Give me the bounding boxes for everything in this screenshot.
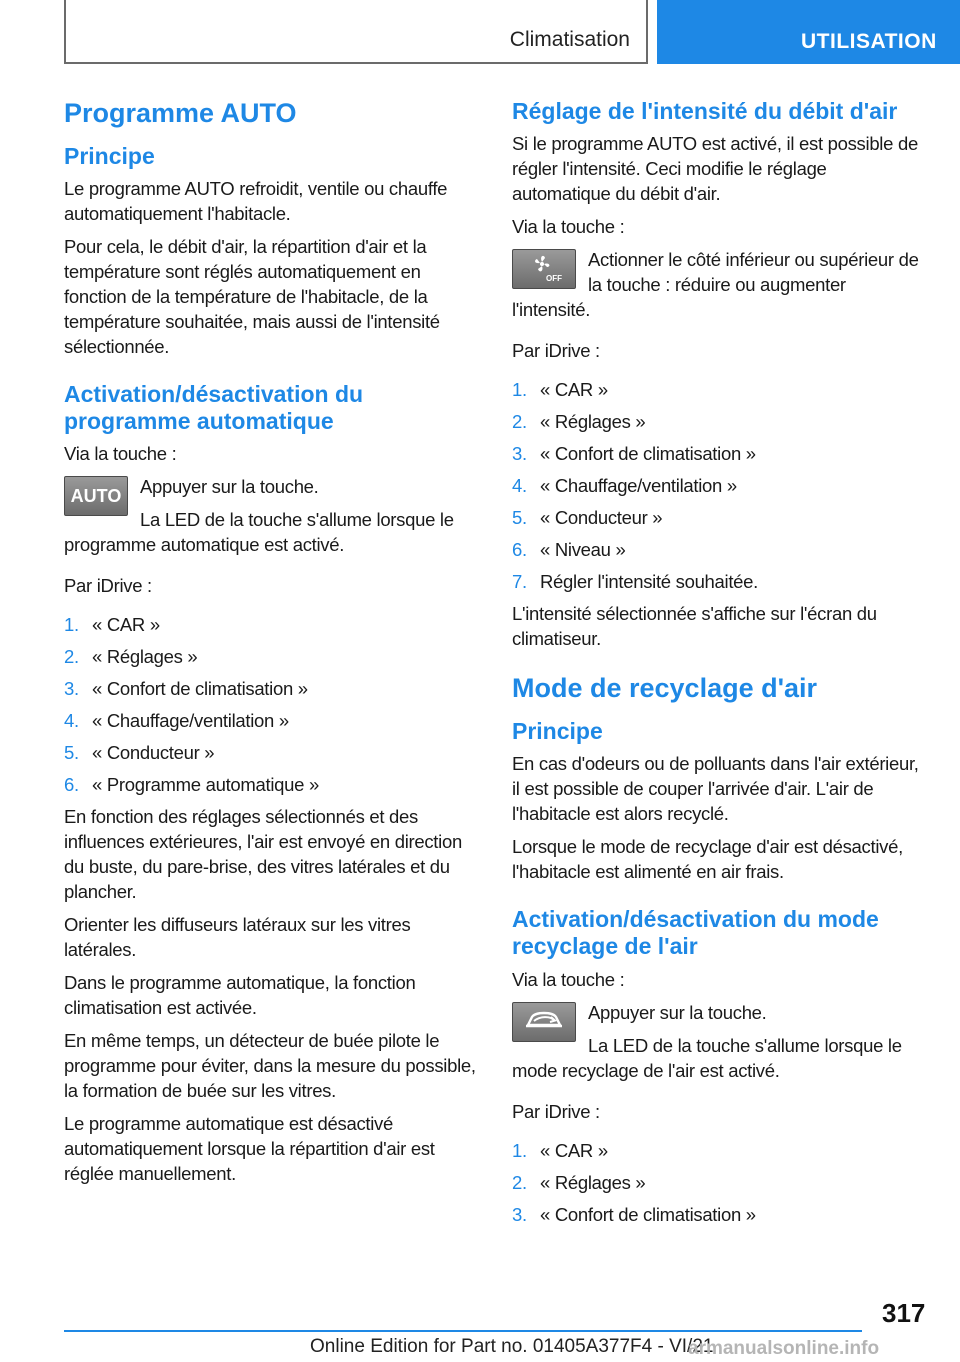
air-distribution-paragraph: En fonction des réglages sélectionnés et des influences extérieures, l'air est envoyé en direction du buste, du pare-brise, des vitres latérales et du plancher.	[64, 806, 462, 903]
list-item: 3. « Confort de climatisation »	[512, 443, 756, 465]
left-column	[64, 98, 478, 1194]
list-item: 1. « CAR »	[512, 1139, 608, 1161]
fan-off-key-icon	[512, 249, 576, 289]
list-item: 1. « CAR »	[512, 379, 608, 401]
footer-edition-text: Online Edition for Part no. 01405A377F4 - VI/21	[310, 1336, 714, 1357]
list-item: 4. « Chauffage/ventilation »	[512, 475, 737, 497]
auto-key-instruction: Appuyer sur la touche.	[140, 476, 319, 498]
climatisation-paragraph: Dans le programme automatique, la fonction climatisation est activée.	[64, 972, 416, 1019]
recirc-principle-heading: Principe	[512, 718, 603, 745]
principle-paragraph-2: Pour cela, le débit d'air, la répartition d'air et la température sont réglés automatiquement en fonction de la température de l'habitacle, de la température souhaitée, mais aussi de l'intensité sélectionnée.	[64, 236, 440, 358]
idrive-label: Par iDrive :	[64, 575, 152, 597]
list-item: 7. Régler l'intensité souhaitée.	[512, 571, 758, 593]
list-item: 6. « Niveau »	[512, 539, 626, 561]
recirc-paragraph-2: Lorsque le mode de recyclage d'air est désactivé, l'habitacle est alimenté en air frais.	[512, 836, 903, 883]
svg-text:OFF: OFF	[546, 274, 562, 284]
section-title-auto-program: Programme AUTO	[64, 98, 297, 128]
fan-key-block	[512, 247, 926, 330]
principle-heading: Principe	[64, 143, 155, 170]
page-number: 317	[882, 1298, 926, 1328]
section-title-recirculation: Mode de recyclage d'air	[512, 673, 818, 704]
list-item: 3. « Confort de climatisation »	[64, 678, 308, 700]
via-key-text: Via la touche :	[512, 968, 625, 990]
activation-heading: Activation/désactivation du programme automatique	[64, 381, 364, 435]
via-key-text: Via la touche :	[512, 216, 625, 238]
via-key-text: Via la touche :	[64, 443, 177, 465]
auto-key-led-note: La LED de la touche s'allume lorsque le programme automatique est activé.	[64, 509, 454, 556]
header-chapter-label: UTILISATION	[801, 30, 937, 53]
recirc-key-block	[512, 1000, 926, 1091]
list-item: 2. « Réglages »	[64, 646, 198, 668]
idrive-label: Par iDrive :	[512, 340, 600, 362]
auto-key-icon: AUTO	[64, 476, 128, 516]
list-item: 2. « Réglages »	[512, 411, 646, 433]
recirc-paragraph-1: En cas d'odeurs ou de polluants dans l'air extérieur, il est possible de couper l'arrivée d'air. L'air de l'habitacle est alors recyclé.	[512, 753, 919, 825]
list-item: 5. « Conducteur »	[64, 742, 215, 764]
idrive-steps-list	[512, 377, 926, 594]
list-item: 1. « CAR »	[64, 614, 160, 636]
header-section-box	[64, 0, 648, 64]
footer-watermark-logo: armanualsonline.info	[688, 1338, 880, 1359]
principle-paragraph-1: Le programme AUTO refroidit, ventile ou chauffe automatiquement l'habitacle.	[64, 178, 448, 225]
footer-divider	[64, 1330, 862, 1332]
list-item: 6. « Programme automatique »	[64, 774, 319, 796]
idrive-steps-list	[64, 612, 478, 797]
fan-key-instruction: Actionner le côté inférieur ou supérieur de la touche : réduire ou augmenter l'intensité.	[512, 249, 919, 321]
diffusers-paragraph: Orienter les diffuseurs latéraux sur les vitres latérales.	[64, 914, 411, 961]
list-item: 3. « Confort de climatisation »	[512, 1203, 756, 1225]
header-chapter-tab	[657, 0, 960, 64]
recirc-key-instruction: Appuyer sur la touche.	[588, 1001, 767, 1023]
idrive-label: Par iDrive :	[512, 1100, 600, 1122]
list-item: 4. « Chauffage/ventilation »	[64, 710, 289, 732]
list-item: 5. « Conducteur »	[512, 507, 663, 529]
recirc-activation-heading: Activation/désactivation du mode recyclage de l'air	[512, 906, 879, 960]
auto-key-block	[64, 474, 478, 565]
right-column	[512, 98, 926, 1234]
car-recirculation-key-icon	[512, 1002, 576, 1042]
list-item: 2. « Réglages »	[512, 1171, 646, 1193]
intensity-heading: Réglage de l'intensité du débit d'air	[512, 98, 898, 124]
intensity-paragraph-1: Si le programme AUTO est activé, il est possible de régler l'intensité. Ceci modifie le réglage automatique du débit d'air.	[512, 133, 918, 205]
fog-sensor-paragraph: En même temps, un détecteur de buée pilote le programme pour éviter, dans la mesure du possible, la formation de buée sur les vitres.	[64, 1030, 476, 1102]
header-section-title: Climatisation	[509, 28, 630, 51]
recirc-key-led-note: La LED de la touche s'allume lorsque le mode recyclage de l'air est activé.	[512, 1034, 902, 1081]
intensity-paragraph-2: L'intensité sélectionnée s'affiche sur l'écran du climatiseur.	[512, 603, 877, 650]
deactivation-paragraph: Le programme automatique est désactivé automatiquement lorsque la répartition d'air est réglée manuellement.	[64, 1113, 435, 1185]
idrive-steps-list	[512, 1138, 926, 1227]
